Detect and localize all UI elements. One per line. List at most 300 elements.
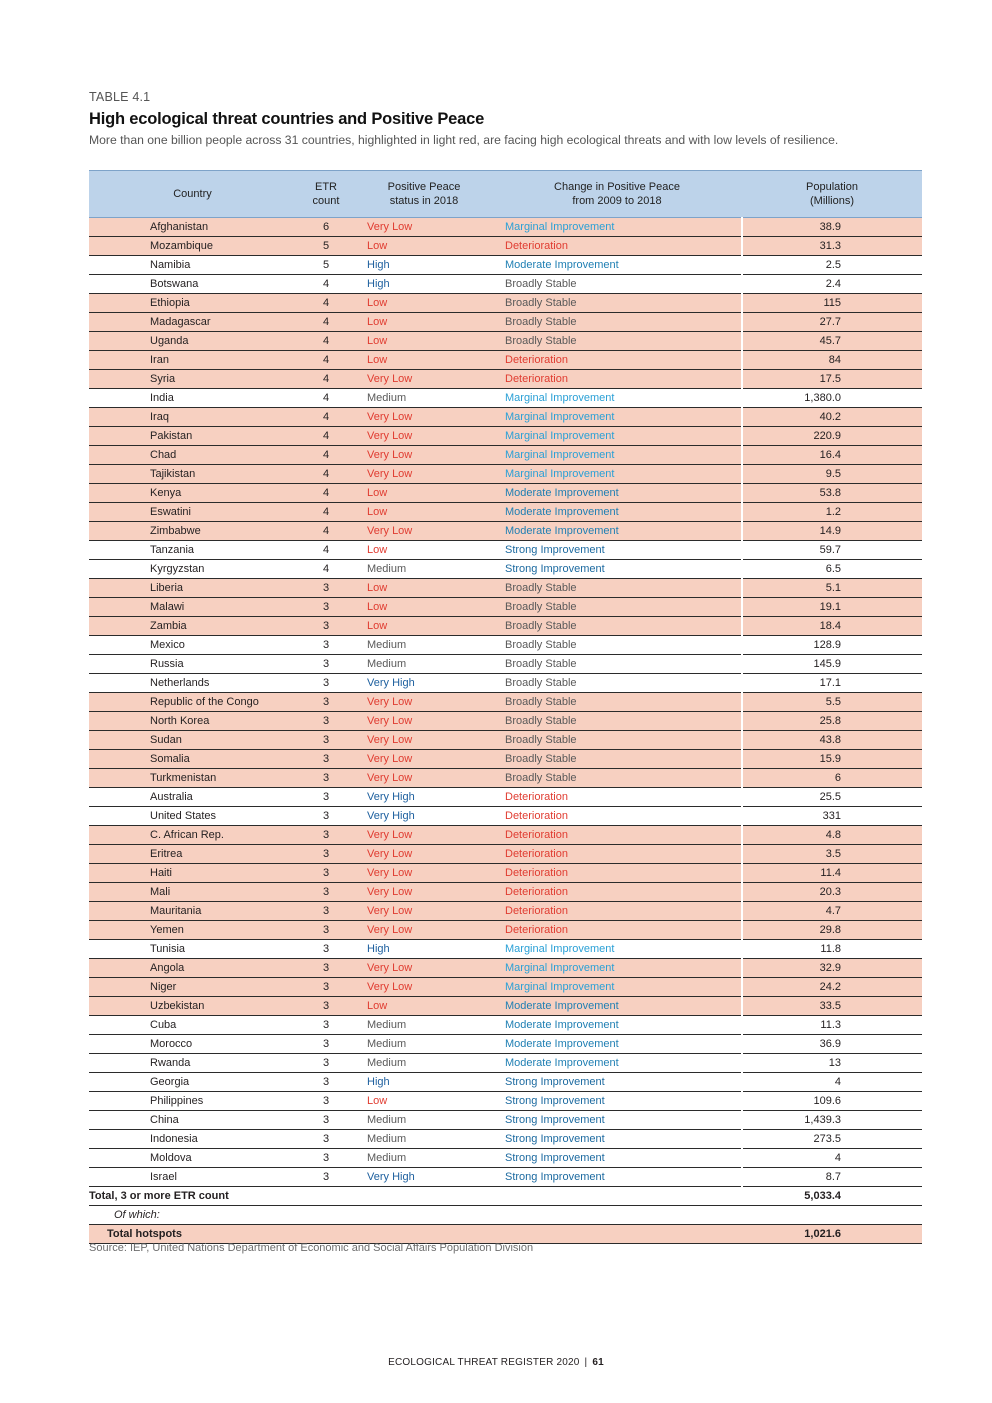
- cell-population: 6: [742, 769, 922, 788]
- cell-positive-peace-status: Medium: [356, 1111, 492, 1130]
- cell-change-in-positive-peace: Deterioration: [492, 921, 742, 940]
- cell-population: 4.7: [742, 902, 922, 921]
- cell-positive-peace-status: Low: [356, 313, 492, 332]
- table-row: [89, 351, 922, 370]
- table-row: [89, 408, 922, 427]
- cell-etr-count: 3: [296, 598, 356, 617]
- cell-etr-count: 3: [296, 1054, 356, 1073]
- cell-population: 11.4: [742, 864, 922, 883]
- cell-change-in-positive-peace: Strong Improvement: [492, 541, 742, 560]
- cell-country: Syria: [89, 370, 296, 389]
- table-row: [89, 1168, 922, 1187]
- cell-etr-count: 3: [296, 769, 356, 788]
- table-row: [89, 560, 922, 579]
- cell-positive-peace-status: Low: [356, 332, 492, 351]
- table-header-row: [89, 171, 922, 218]
- cell-change-in-positive-peace: Marginal Improvement: [492, 408, 742, 427]
- total-value: 5,033.4: [742, 1187, 922, 1206]
- table-title: High ecological threat countries and Positive Peace: [89, 110, 485, 128]
- cell-positive-peace-status: High: [356, 940, 492, 959]
- table-row: [89, 522, 922, 541]
- cell-country: Mozambique: [89, 237, 296, 256]
- cell-etr-count: 3: [296, 1111, 356, 1130]
- table-row: [89, 1035, 922, 1054]
- cell-etr-count: 3: [296, 902, 356, 921]
- cell-positive-peace-status: Low: [356, 579, 492, 598]
- cell-population: 2.5: [742, 256, 922, 275]
- cell-population: 8.7: [742, 1168, 922, 1187]
- cell-positive-peace-status: Low: [356, 997, 492, 1016]
- ecological-threat-table: [89, 170, 922, 1244]
- cell-population: 14.9: [742, 522, 922, 541]
- cell-positive-peace-status: Very Low: [356, 218, 492, 237]
- cell-country: Tajikistan: [89, 465, 296, 484]
- header-population: [742, 171, 922, 218]
- cell-positive-peace-status: Low: [356, 541, 492, 560]
- cell-population: 220.9: [742, 427, 922, 446]
- header-status-label: Positive Peace status in 2018: [387, 181, 461, 207]
- cell-country: Cuba: [89, 1016, 296, 1035]
- cell-positive-peace-status: Very Low: [356, 959, 492, 978]
- cell-population: 145.9: [742, 655, 922, 674]
- cell-positive-peace-status: Low: [356, 351, 492, 370]
- cell-positive-peace-status: Very Low: [356, 712, 492, 731]
- cell-etr-count: 3: [296, 1016, 356, 1035]
- cell-positive-peace-status: Very Low: [356, 370, 492, 389]
- cell-etr-count: 3: [296, 674, 356, 693]
- cell-etr-count: 3: [296, 1130, 356, 1149]
- of-which-label: Of which:: [89, 1206, 742, 1225]
- cell-population: 31.3: [742, 237, 922, 256]
- page-number: 61: [592, 1357, 604, 1368]
- cell-etr-count: 3: [296, 712, 356, 731]
- table-row: [89, 503, 922, 522]
- of-which-empty: [742, 1206, 922, 1225]
- hotspots-value: 1,021.6: [742, 1225, 922, 1244]
- cell-country: Australia: [89, 788, 296, 807]
- cell-change-in-positive-peace: Strong Improvement: [492, 1149, 742, 1168]
- cell-country: India: [89, 389, 296, 408]
- cell-change-in-positive-peace: Broadly Stable: [492, 313, 742, 332]
- header-positive-peace-status: [356, 171, 492, 218]
- cell-etr-count: 4: [296, 503, 356, 522]
- cell-change-in-positive-peace: Deterioration: [492, 807, 742, 826]
- hotspots-label: Total hotspots: [89, 1225, 742, 1244]
- cell-etr-count: 4: [296, 560, 356, 579]
- cell-population: 27.7: [742, 313, 922, 332]
- table-row: [89, 769, 922, 788]
- cell-etr-count: 3: [296, 1092, 356, 1111]
- cell-change-in-positive-peace: Broadly Stable: [492, 674, 742, 693]
- cell-country: Republic of the Congo: [89, 693, 296, 712]
- cell-positive-peace-status: Very Low: [356, 750, 492, 769]
- cell-population: 17.5: [742, 370, 922, 389]
- cell-country: Zambia: [89, 617, 296, 636]
- cell-etr-count: 4: [296, 446, 356, 465]
- cell-etr-count: 4: [296, 370, 356, 389]
- cell-country: Kyrgyzstan: [89, 560, 296, 579]
- cell-population: 29.8: [742, 921, 922, 940]
- table-row: [89, 940, 922, 959]
- cell-change-in-positive-peace: Moderate Improvement: [492, 522, 742, 541]
- cell-etr-count: 3: [296, 617, 356, 636]
- cell-positive-peace-status: High: [356, 275, 492, 294]
- cell-country: Morocco: [89, 1035, 296, 1054]
- header-etr-count: [296, 171, 356, 218]
- cell-country: Pakistan: [89, 427, 296, 446]
- cell-etr-count: 4: [296, 351, 356, 370]
- table-row: [89, 332, 922, 351]
- table-row: [89, 864, 922, 883]
- table-row: [89, 883, 922, 902]
- cell-population: 53.8: [742, 484, 922, 503]
- table-row: [89, 446, 922, 465]
- cell-population: 331: [742, 807, 922, 826]
- cell-etr-count: 3: [296, 1149, 356, 1168]
- cell-population: 33.5: [742, 997, 922, 1016]
- cell-etr-count: 4: [296, 294, 356, 313]
- cell-positive-peace-status: Medium: [356, 1016, 492, 1035]
- cell-change-in-positive-peace: Marginal Improvement: [492, 218, 742, 237]
- cell-population: 2.4: [742, 275, 922, 294]
- cell-population: 1,380.0: [742, 389, 922, 408]
- cell-positive-peace-status: Medium: [356, 655, 492, 674]
- table-row: [89, 484, 922, 503]
- cell-country: Uganda: [89, 332, 296, 351]
- cell-country: Indonesia: [89, 1130, 296, 1149]
- cell-positive-peace-status: Very Low: [356, 902, 492, 921]
- table-subtitle: More than one billion people across 31 countries, highlighted in light red, are facing high ecological threats and with low levels of resilience.: [89, 133, 839, 147]
- cell-etr-count: 3: [296, 693, 356, 712]
- cell-change-in-positive-peace: Deterioration: [492, 237, 742, 256]
- total-hotspots-row: [89, 1225, 922, 1244]
- cell-population: 4: [742, 1073, 922, 1092]
- table-row: [89, 693, 922, 712]
- cell-country: Georgia: [89, 1073, 296, 1092]
- cell-change-in-positive-peace: Strong Improvement: [492, 1111, 742, 1130]
- cell-etr-count: 3: [296, 997, 356, 1016]
- cell-etr-count: 3: [296, 579, 356, 598]
- cell-etr-count: 4: [296, 275, 356, 294]
- cell-etr-count: 3: [296, 826, 356, 845]
- cell-etr-count: 3: [296, 1073, 356, 1092]
- cell-country: Niger: [89, 978, 296, 997]
- cell-change-in-positive-peace: Moderate Improvement: [492, 997, 742, 1016]
- cell-positive-peace-status: Medium: [356, 636, 492, 655]
- cell-change-in-positive-peace: Marginal Improvement: [492, 940, 742, 959]
- table-row: [89, 731, 922, 750]
- cell-change-in-positive-peace: Strong Improvement: [492, 1092, 742, 1111]
- cell-population: 40.2: [742, 408, 922, 427]
- table-row: [89, 313, 922, 332]
- cell-change-in-positive-peace: Broadly Stable: [492, 332, 742, 351]
- cell-country: Tanzania: [89, 541, 296, 560]
- cell-population: 13: [742, 1054, 922, 1073]
- table-row: [89, 256, 922, 275]
- cell-change-in-positive-peace: Broadly Stable: [492, 769, 742, 788]
- cell-positive-peace-status: Very High: [356, 1168, 492, 1187]
- cell-positive-peace-status: Very Low: [356, 845, 492, 864]
- cell-change-in-positive-peace: Deterioration: [492, 826, 742, 845]
- cell-change-in-positive-peace: Deterioration: [492, 351, 742, 370]
- footer-publication: ECOLOGICAL THREAT REGISTER 2020: [388, 1357, 580, 1368]
- cell-country: C. African Rep.: [89, 826, 296, 845]
- cell-country: Philippines: [89, 1092, 296, 1111]
- cell-positive-peace-status: Medium: [356, 1149, 492, 1168]
- cell-change-in-positive-peace: Broadly Stable: [492, 636, 742, 655]
- cell-population: 5.1: [742, 579, 922, 598]
- cell-population: 109.6: [742, 1092, 922, 1111]
- cell-population: 4: [742, 1149, 922, 1168]
- cell-population: 17.1: [742, 674, 922, 693]
- cell-change-in-positive-peace: Strong Improvement: [492, 1073, 742, 1092]
- cell-country: Eswatini: [89, 503, 296, 522]
- cell-population: 25.8: [742, 712, 922, 731]
- cell-etr-count: 4: [296, 389, 356, 408]
- cell-positive-peace-status: Very Low: [356, 731, 492, 750]
- cell-positive-peace-status: Very Low: [356, 921, 492, 940]
- cell-positive-peace-status: Very Low: [356, 978, 492, 997]
- cell-country: Malawi: [89, 598, 296, 617]
- cell-etr-count: 3: [296, 731, 356, 750]
- cell-country: Netherlands: [89, 674, 296, 693]
- source-note: Source: IEP, United Nations Department of Economic and Social Affairs Population Division: [89, 1242, 534, 1254]
- cell-positive-peace-status: Very Low: [356, 427, 492, 446]
- cell-change-in-positive-peace: Moderate Improvement: [492, 1035, 742, 1054]
- cell-positive-peace-status: High: [356, 256, 492, 275]
- cell-change-in-positive-peace: Broadly Stable: [492, 655, 742, 674]
- cell-change-in-positive-peace: Moderate Improvement: [492, 503, 742, 522]
- table-row: [89, 997, 922, 1016]
- cell-population: 11.8: [742, 940, 922, 959]
- cell-population: 25.5: [742, 788, 922, 807]
- table-row: [89, 978, 922, 997]
- cell-population: 1,439.3: [742, 1111, 922, 1130]
- table-row: [89, 370, 922, 389]
- cell-positive-peace-status: Medium: [356, 1130, 492, 1149]
- cell-change-in-positive-peace: Moderate Improvement: [492, 256, 742, 275]
- cell-positive-peace-status: Low: [356, 503, 492, 522]
- cell-change-in-positive-peace: Marginal Improvement: [492, 978, 742, 997]
- cell-population: 84: [742, 351, 922, 370]
- cell-etr-count: 3: [296, 940, 356, 959]
- cell-positive-peace-status: Very Low: [356, 826, 492, 845]
- cell-positive-peace-status: Very High: [356, 807, 492, 826]
- table-row: [89, 1092, 922, 1111]
- cell-population: 273.5: [742, 1130, 922, 1149]
- cell-country: Rwanda: [89, 1054, 296, 1073]
- cell-etr-count: 4: [296, 484, 356, 503]
- table-row: [89, 807, 922, 826]
- cell-country: Madagascar: [89, 313, 296, 332]
- cell-country: Kenya: [89, 484, 296, 503]
- table-row: [89, 1054, 922, 1073]
- cell-population: 43.8: [742, 731, 922, 750]
- cell-change-in-positive-peace: Broadly Stable: [492, 294, 742, 313]
- cell-change-in-positive-peace: Deterioration: [492, 902, 742, 921]
- cell-positive-peace-status: Very High: [356, 674, 492, 693]
- cell-change-in-positive-peace: Marginal Improvement: [492, 427, 742, 446]
- cell-etr-count: 3: [296, 750, 356, 769]
- table-row: [89, 750, 922, 769]
- cell-etr-count: 4: [296, 541, 356, 560]
- cell-etr-count: 3: [296, 845, 356, 864]
- total-row: [89, 1187, 922, 1206]
- cell-country: Zimbabwe: [89, 522, 296, 541]
- cell-population: 15.9: [742, 750, 922, 769]
- cell-change-in-positive-peace: Broadly Stable: [492, 617, 742, 636]
- cell-country: Angola: [89, 959, 296, 978]
- page-footer: [0, 1357, 992, 1368]
- table-row: [89, 218, 922, 237]
- cell-country: Botswana: [89, 275, 296, 294]
- cell-change-in-positive-peace: Deterioration: [492, 845, 742, 864]
- cell-country: Chad: [89, 446, 296, 465]
- cell-etr-count: 3: [296, 636, 356, 655]
- table-row: [89, 275, 922, 294]
- cell-population: 11.3: [742, 1016, 922, 1035]
- table-row: [89, 427, 922, 446]
- cell-population: 45.7: [742, 332, 922, 351]
- table-row: [89, 959, 922, 978]
- cell-population: 6.5: [742, 560, 922, 579]
- cell-change-in-positive-peace: Broadly Stable: [492, 693, 742, 712]
- cell-country: Moldova: [89, 1149, 296, 1168]
- cell-country: Uzbekistan: [89, 997, 296, 1016]
- table-row: [89, 902, 922, 921]
- table-row: [89, 788, 922, 807]
- cell-change-in-positive-peace: Marginal Improvement: [492, 446, 742, 465]
- table-row: [89, 636, 922, 655]
- table-row: [89, 294, 922, 313]
- cell-population: 20.3: [742, 883, 922, 902]
- table-body: [89, 218, 922, 1244]
- table-row: [89, 1016, 922, 1035]
- table-row: [89, 1149, 922, 1168]
- cell-country: Mali: [89, 883, 296, 902]
- table-row: [89, 674, 922, 693]
- cell-change-in-positive-peace: Moderate Improvement: [492, 484, 742, 503]
- cell-positive-peace-status: Medium: [356, 389, 492, 408]
- cell-change-in-positive-peace: Marginal Improvement: [492, 389, 742, 408]
- cell-etr-count: 3: [296, 655, 356, 674]
- table-row: [89, 389, 922, 408]
- cell-population: 16.4: [742, 446, 922, 465]
- cell-etr-count: 4: [296, 522, 356, 541]
- cell-positive-peace-status: Very Low: [356, 465, 492, 484]
- table-row: [89, 579, 922, 598]
- header-change-label: Change in Positive Peace from 2009 to 2018: [554, 181, 680, 207]
- cell-change-in-positive-peace: Marginal Improvement: [492, 959, 742, 978]
- table-row: [89, 712, 922, 731]
- cell-etr-count: 6: [296, 218, 356, 237]
- cell-population: 1.2: [742, 503, 922, 522]
- cell-country: Turkmenistan: [89, 769, 296, 788]
- cell-etr-count: 4: [296, 313, 356, 332]
- table-row: [89, 1130, 922, 1149]
- cell-population: 115: [742, 294, 922, 313]
- cell-etr-count: 3: [296, 807, 356, 826]
- cell-positive-peace-status: Medium: [356, 1054, 492, 1073]
- cell-positive-peace-status: Very Low: [356, 408, 492, 427]
- cell-positive-peace-status: Very Low: [356, 883, 492, 902]
- cell-country: Tunisia: [89, 940, 296, 959]
- cell-country: Afghanistan: [89, 218, 296, 237]
- cell-etr-count: 4: [296, 465, 356, 484]
- cell-country: China: [89, 1111, 296, 1130]
- cell-positive-peace-status: Low: [356, 237, 492, 256]
- cell-change-in-positive-peace: Strong Improvement: [492, 1168, 742, 1187]
- cell-positive-peace-status: Medium: [356, 1035, 492, 1054]
- cell-positive-peace-status: Low: [356, 294, 492, 313]
- cell-country: North Korea: [89, 712, 296, 731]
- table-row: [89, 598, 922, 617]
- cell-change-in-positive-peace: Broadly Stable: [492, 750, 742, 769]
- cell-country: Sudan: [89, 731, 296, 750]
- header-change-in-positive-peace: [492, 171, 742, 218]
- cell-positive-peace-status: Low: [356, 484, 492, 503]
- cell-country: Ethiopia: [89, 294, 296, 313]
- cell-population: 32.9: [742, 959, 922, 978]
- header-etr-label: ETR count: [312, 181, 340, 207]
- table-row: [89, 826, 922, 845]
- cell-change-in-positive-peace: Moderate Improvement: [492, 1054, 742, 1073]
- cell-etr-count: 4: [296, 332, 356, 351]
- cell-country: Liberia: [89, 579, 296, 598]
- total-label: Total, 3 or more ETR count: [89, 1187, 742, 1206]
- cell-positive-peace-status: Low: [356, 1092, 492, 1111]
- cell-change-in-positive-peace: Deterioration: [492, 370, 742, 389]
- cell-country: Namibia: [89, 256, 296, 275]
- cell-etr-count: 5: [296, 256, 356, 275]
- cell-country: Mexico: [89, 636, 296, 655]
- cell-change-in-positive-peace: Broadly Stable: [492, 731, 742, 750]
- cell-country: United States: [89, 807, 296, 826]
- cell-country: Haiti: [89, 864, 296, 883]
- cell-positive-peace-status: Very High: [356, 788, 492, 807]
- cell-country: Russia: [89, 655, 296, 674]
- cell-population: 18.4: [742, 617, 922, 636]
- table-row: [89, 845, 922, 864]
- header-population-label: Population (Millions): [806, 181, 858, 207]
- cell-change-in-positive-peace: Deterioration: [492, 788, 742, 807]
- cell-country: Israel: [89, 1168, 296, 1187]
- cell-positive-peace-status: Very Low: [356, 693, 492, 712]
- table-label: TABLE 4.1: [89, 90, 151, 104]
- cell-change-in-positive-peace: Moderate Improvement: [492, 1016, 742, 1035]
- table-row: [89, 921, 922, 940]
- cell-population: 128.9: [742, 636, 922, 655]
- cell-country: Iraq: [89, 408, 296, 427]
- cell-population: 38.9: [742, 218, 922, 237]
- cell-etr-count: 3: [296, 921, 356, 940]
- cell-population: 19.1: [742, 598, 922, 617]
- cell-change-in-positive-peace: Strong Improvement: [492, 560, 742, 579]
- cell-population: 9.5: [742, 465, 922, 484]
- cell-change-in-positive-peace: Broadly Stable: [492, 275, 742, 294]
- cell-etr-count: 3: [296, 1035, 356, 1054]
- cell-population: 4.8: [742, 826, 922, 845]
- cell-etr-count: 3: [296, 864, 356, 883]
- cell-etr-count: 3: [296, 883, 356, 902]
- cell-positive-peace-status: Very Low: [356, 864, 492, 883]
- cell-change-in-positive-peace: Broadly Stable: [492, 712, 742, 731]
- cell-positive-peace-status: Very Low: [356, 769, 492, 788]
- cell-change-in-positive-peace: Broadly Stable: [492, 579, 742, 598]
- cell-change-in-positive-peace: Broadly Stable: [492, 598, 742, 617]
- table-row: [89, 1073, 922, 1092]
- header-country: [89, 171, 296, 218]
